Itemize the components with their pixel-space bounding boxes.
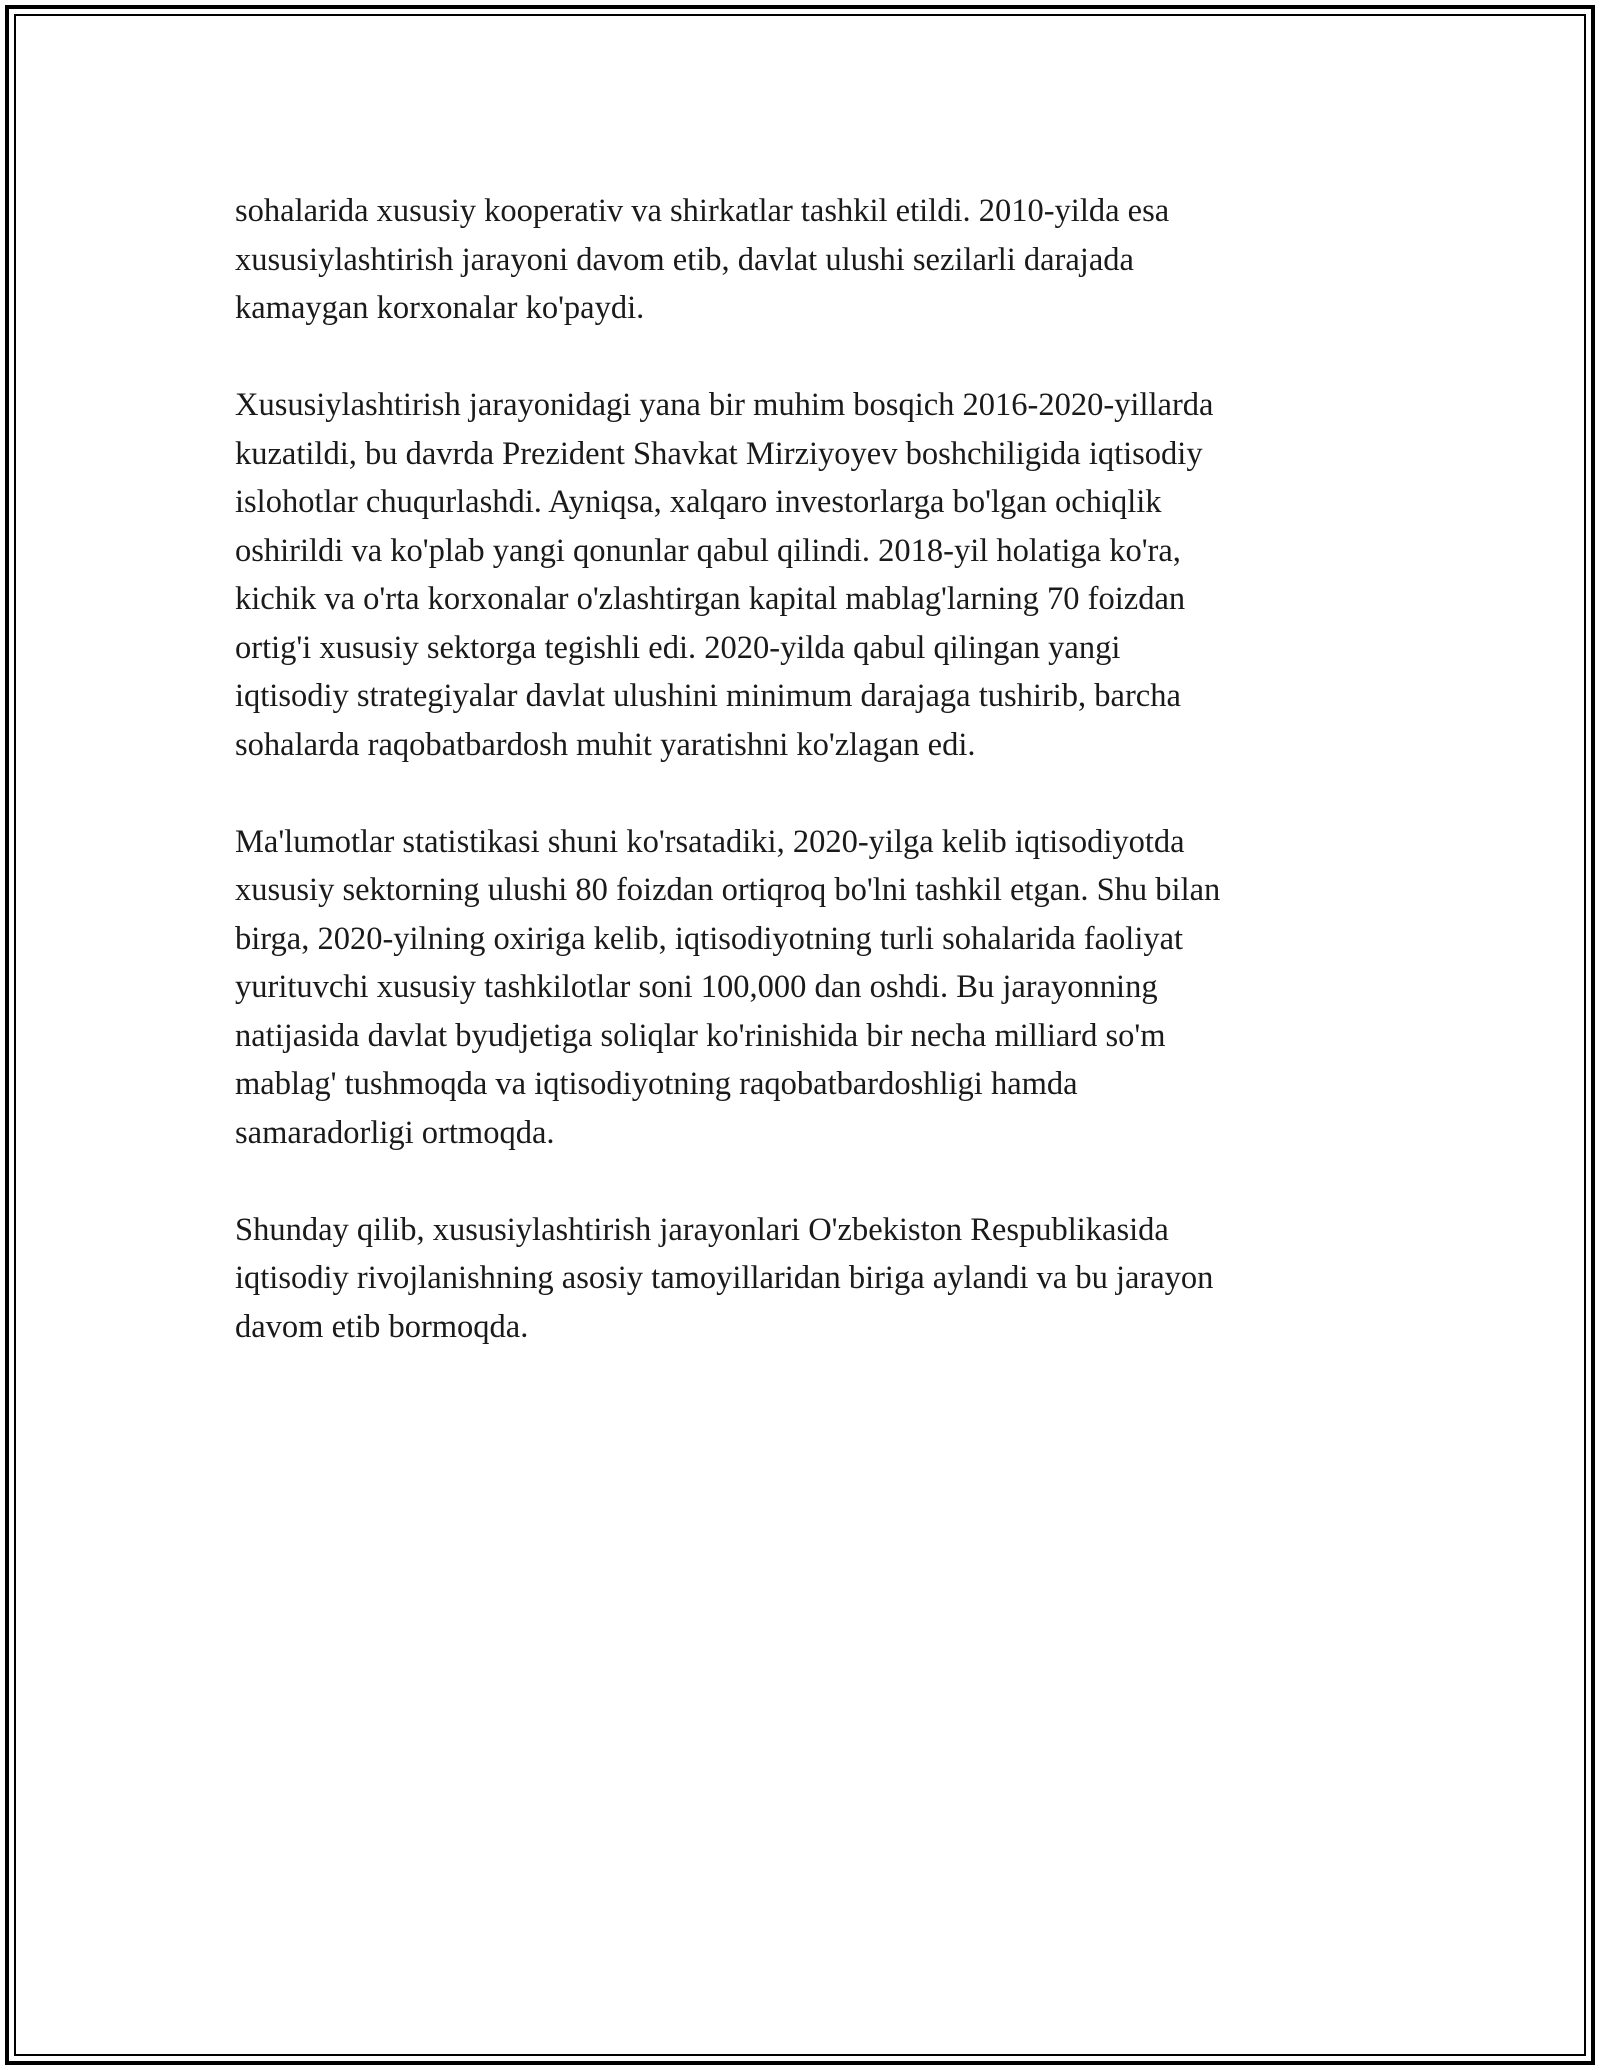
document-body	[235, 187, 1365, 1400]
paragraph-4: Shunday qilib, xususiylashtirish jarayonlari O'zbekiston Respublikasida iqtisodiy rivojlanishning asosiy tamoyillaridan biriga aylandi va bu jarayon davom etib bormoqda.	[235, 1211, 1214, 1345]
paragraph-3: Ma'lumotlar statistikasi shuni ko'rsatadiki, 2020-yilga kelib iqtisodiyotda xususiy sektorning ulushi 80 foizdan ortiqroq bo'lni tashkil etgan. Shu bilan birga, 2020-yilning oxiriga kelib, iqtisodiyotning turli sohalarida faoliyat yurituvchi xususiy tashkilotlar soni 100,000 dan oshdi. Bu jarayonning natijasida davlat byudjetiga soliqlar ko'rinishida bir necha milliard so'm mablag' tushmoqda va iqtisodiyotning raqobatbardoshligi hamda samaradorligi ortmoqda.	[235, 823, 1221, 1151]
paragraph-1: sohalarida xususiy kooperativ va shirkatlar tashkil etildi. 2010-yilda esa xususiylashtirish jarayoni davom etib, davlat ulushi sezilarli darajada kamaygan korxonalar ko'paydi.	[235, 193, 1170, 326]
paragraph-2: Xususiylashtirish jarayonidagi yana bir muhim bosqich 2016-2020-yillarda kuzatildi, bu davrda Prezident Shavkat Mirziyoyev boshchiligida iqtisodiy islohotlar chuqurlashdi. Ayniqsa, xalqaro investorlarga bo'lgan ochiqlik oshirildi va ko'plab yangi qonunlar qabul qilindi. 2018-yil holatiga ko'ra, kichik va o'rta korxonalar o'zlashtirgan kapital mablag'larning 70 foizdan ortig'i xususiy sektorga tegishli edi. 2020-yilda qabul qilingan yangi iqtisodiy strategiyalar davlat ulushini minimum darajaga tushirib, barcha sohalarda raqobatbardosh muhit yaratishni ko'zlagan edi.	[235, 387, 1214, 763]
